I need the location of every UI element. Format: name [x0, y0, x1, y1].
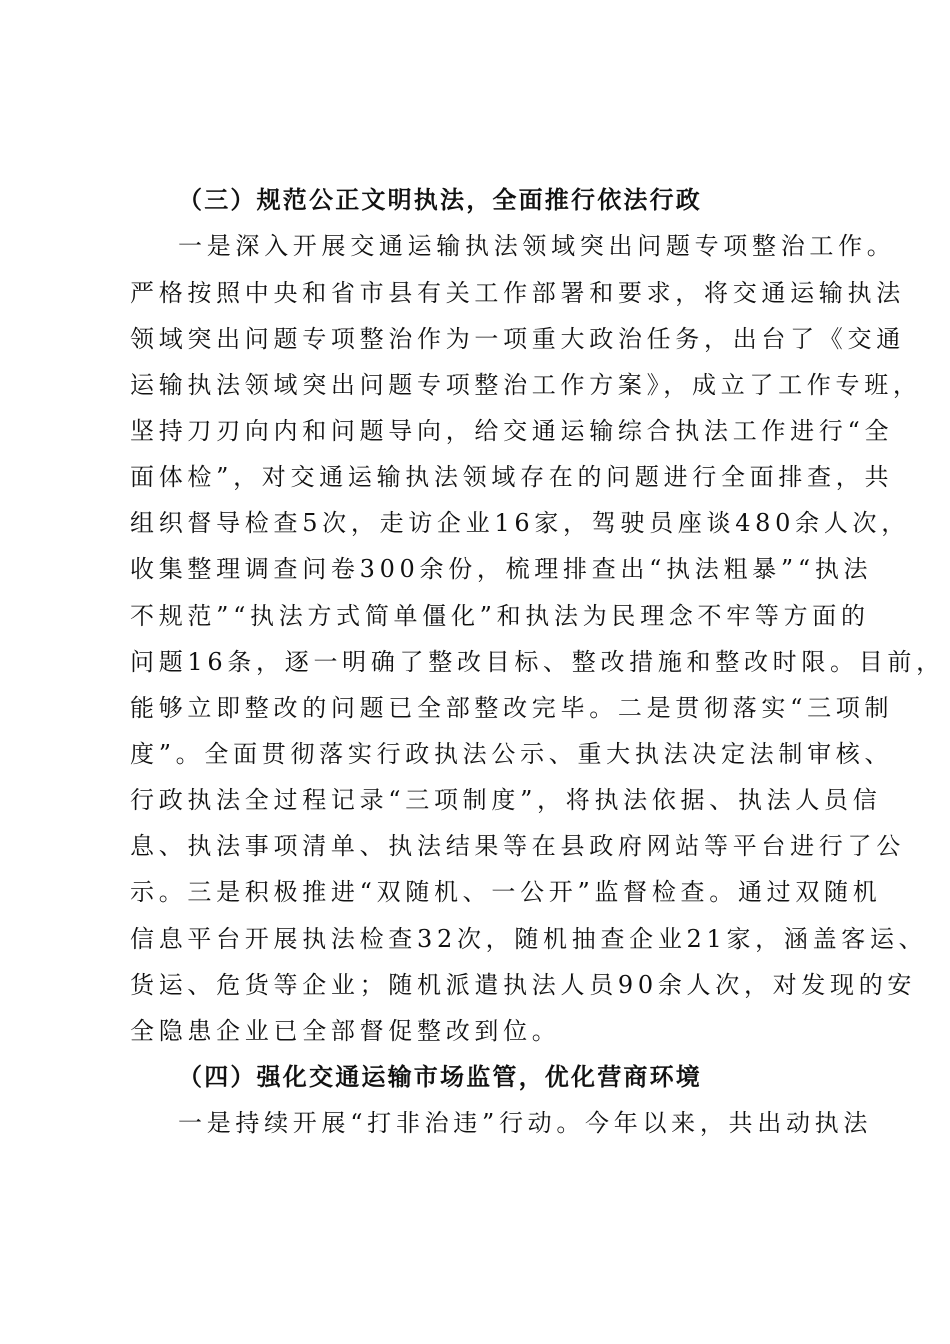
paragraph-line: 示。三是积极推进“双随机、一公开”监督检查。通过双随机	[130, 878, 882, 906]
paragraph-line: 问题16条，逐一明确了整改目标、整改措施和整改时限。目前，	[130, 648, 945, 676]
paragraph-line: 不规范”“执法方式简单僵化”和执法为民理念不牢等方面的	[130, 602, 870, 630]
paragraph-line: 严格按照中央和省市县有关工作部署和要求，将交通运输执法	[130, 279, 905, 307]
paragraph-line: 领域突出问题专项整治作为一项重大政治任务，出台了《交通	[130, 325, 905, 353]
paragraph-line: 能够立即整改的问题已全部整改完毕。二是贯彻落实“三项制	[130, 694, 894, 722]
paragraph-line: 一是持续开展“打非治违”行动。今年以来，共出动执法	[178, 1109, 873, 1137]
paragraph-line: 信息平台开展执法检查32次，随机抽查企业21家，涵盖客运、	[130, 925, 928, 953]
paragraph-line: 面体检”，对交通运输执法领域存在的问题进行全面排查，共	[130, 463, 894, 491]
paragraph-line: 一是深入开展交通运输执法领域突出问题专项整治工作。	[178, 232, 896, 260]
paragraph-line: 运输执法领域突出问题专项整治工作方案》，成立了工作专班，	[130, 371, 922, 399]
paragraph-line: 度”。全面贯彻落实行政执法公示、重大执法决定法制审核、	[130, 740, 894, 768]
paragraph-line: 货运、危货等企业；随机派遣执法人员90余人次，对发现的安	[130, 971, 917, 999]
section-3-heading: （三）规范公正文明执法，全面推行依法行政	[178, 185, 702, 214]
paragraph-line: 息、执法事项清单、执法结果等在县政府网站等平台进行了公	[130, 832, 905, 860]
section-4-heading: （四）强化交通运输市场监管，优化营商环境	[178, 1062, 702, 1091]
paragraph-line: 全隐患企业已全部督促整改到位。	[130, 1017, 561, 1045]
paragraph-line: 收集整理调查问卷300余份，梳理排查出“执法粗暴”“执法	[130, 555, 873, 583]
paragraph-line: 坚持刀刃向内和问题导向，给交通运输综合执法工作进行“全	[130, 417, 894, 445]
paragraph-line: 行政执法全过程记录“三项制度”，将执法依据、执法人员信	[130, 786, 882, 814]
paragraph-line: 组织督导检查5次，走访企业16家，驾驶员座谈480余人次，	[130, 509, 910, 537]
